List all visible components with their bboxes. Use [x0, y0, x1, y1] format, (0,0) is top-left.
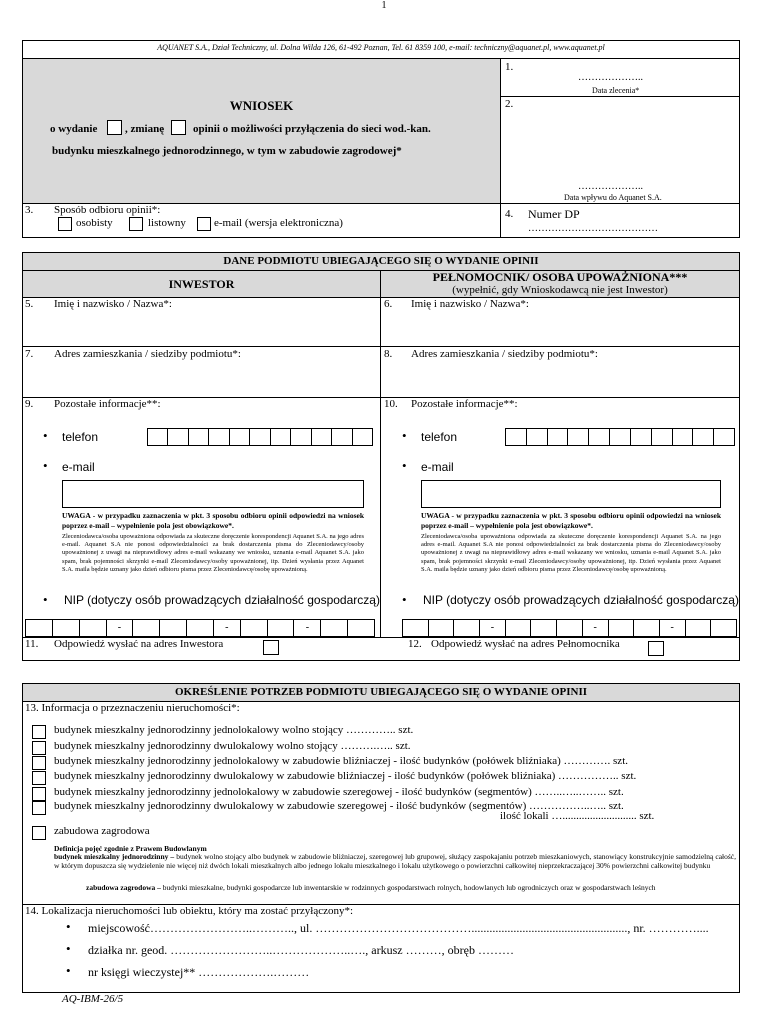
farm-building-label: zabudowa zagrodowa	[54, 825, 150, 837]
date-order-label: Data zlecenia*	[592, 86, 640, 95]
delivery-email-label: e-mail (wersja elektroniczna)	[214, 217, 343, 229]
field-1-number: 1.	[505, 61, 514, 73]
proxy-name-label: Imię i nazwisko / Nazwa*:	[411, 298, 529, 310]
title-line1-c: opinii o możliwości przyłączenia do sieci wod.-kan.	[193, 123, 431, 135]
property-type-item: budynek mieszkalny jednorodzinny jednolokalowy wolno stojący ………….. szt.	[54, 724, 414, 736]
send-to-proxy-checkbox[interactable]	[648, 641, 664, 656]
proxy-nip-input[interactable]	[402, 619, 737, 637]
investor-nip-input[interactable]	[25, 619, 375, 637]
title-line1-b: , zmianę	[125, 123, 165, 135]
proxy-email-label: e-mail	[421, 460, 454, 474]
property-type-item: budynek mieszkalny jednorodzinny dwulokalowy w zabudowie szeregowej - ilość budynków (segmentów) ……………..….. szt.	[54, 800, 624, 812]
investor-name-label: Imię i nazwisko / Nazwa*:	[54, 298, 172, 310]
nip-separator: -	[294, 620, 321, 636]
property-type-item: budynek mieszkalny jednorodzinny jednolokalowy w zabudowie bliźniaczej - ilość budynków (połówek bliźniaka) …………. szt.	[54, 755, 628, 767]
proxy-email-input[interactable]	[421, 480, 721, 508]
delivery-email-checkbox[interactable]	[197, 217, 211, 231]
delivery-mail-label: listowny	[148, 217, 186, 229]
date-order-value[interactable]: ………………..	[578, 72, 643, 83]
property-type-item: budynek mieszkalny jednorodzinny dwulokalowy wolno stojący ……….….. szt.	[54, 740, 411, 752]
property-type-checkbox[interactable]	[32, 801, 46, 815]
proxy-header: PEŁNOMOCNIK/ OSOBA UPOWAŻNIONA***	[432, 270, 688, 284]
property-type-item: budynek mieszkalny jednorodzinny dwulokalowy w zabudowie bliźniaczej - ilość budynków (połówek bliźniaka) …………….. szt.	[54, 770, 637, 782]
property-type-checkbox[interactable]	[32, 756, 46, 770]
field-7-number: 7.	[25, 348, 34, 360]
property-type-checkbox[interactable]	[32, 725, 46, 739]
proxy-phone-input[interactable]	[505, 428, 735, 446]
bullet-icon: •	[66, 919, 71, 934]
field-12-number: 12.	[408, 638, 422, 650]
bullet-icon: •	[66, 963, 71, 978]
delivery-personal-checkbox[interactable]	[58, 217, 72, 231]
property-type-checkbox[interactable]	[32, 741, 46, 755]
delivery-personal-label: osobisty	[76, 217, 113, 229]
investor-phone-label: telefon	[62, 430, 99, 444]
property-type-item: budynek mieszkalny jednorodzinny jednolokalowy w zabudowie szeregowej - ilość budynków (segmentów) ……..…..…….. szt.	[54, 786, 624, 798]
proxy-other-label: Pozostałe informacje**:	[411, 398, 518, 410]
send-to-proxy-label: Odpowiedź wysłać na adres Pełnomocnika	[431, 638, 620, 650]
date-received-value[interactable]: ………………..	[578, 181, 643, 192]
property-type-checkbox[interactable]	[32, 787, 46, 801]
investor-nip-label: NIP (dotyczy osób prowadzących działalność gospodarczą)	[64, 593, 380, 607]
dp-number-label: Numer DP	[528, 207, 580, 221]
field-2-number: 2.	[505, 98, 514, 110]
property-type-checkbox[interactable]	[32, 771, 46, 785]
page-number: 1	[381, 0, 387, 11]
applicant-section-title: DANE PODMIOTU UBIEGAJĄCEGO SIĘ O WYDANIE OPINII	[23, 253, 739, 270]
definitions-title: Definicja pojęć zgodnie z Prawem Budowlanym	[54, 844, 207, 853]
field-6-number: 6.	[384, 298, 393, 310]
proxy-address-label: Adres zamieszkania / siedziby podmiotu*:	[411, 348, 598, 360]
definition-1	[54, 853, 736, 871]
send-to-investor-checkbox[interactable]	[263, 640, 279, 655]
dp-number-value[interactable]: …………………………………	[528, 223, 658, 234]
delivery-mail-checkbox[interactable]	[129, 217, 143, 231]
field-4-number: 4.	[505, 208, 514, 220]
send-to-investor-label: Odpowiedź wysłać na adres Inwestora	[54, 638, 224, 650]
definition-2-term: zabudowa zagrodowa –	[86, 883, 161, 892]
field-11-number: 11.	[25, 638, 39, 650]
investor-email-warning: UWAGA - w przypadku zaznaczenia w pkt. 3 sposobu odbioru opinii odpowiedzi na wniosek poprzez e-mail – wypełnienie pola jest obowiązkowe*.	[62, 511, 364, 530]
nip-separator: -	[214, 620, 241, 636]
investor-email-notice: Zleceniodawca/osoba upoważniona odpowiada za skuteczne doręczenie korespondencji Aquanet S.A. na jego adres e-mail. Aquanet S.A nie ponosi odpowiedzialności za brak dostarczenia pisma do Zleceniodawcy/osoby upoważnionej z uwagi na nieprawidłowy adres e-mail wskazany we wniosku, uznania e-mail Aquanet S.A. jako spam, brak pojemności skrzynki e-mail Zleceniodawcy/osoby upoważnionej, itp. Dzień wysłania przez Aquanet S.A. maila będzie uznany jako dzień odbioru pisma przez Zleceniodawcę/osobę upoważnioną.	[62, 533, 364, 573]
definition-2	[86, 884, 736, 893]
definition-1-term: budynek mieszkalny jednorodzinny –	[54, 852, 175, 861]
bullet-icon: •	[66, 941, 71, 956]
field-3-number: 3.	[25, 204, 34, 216]
nip-separator: -	[107, 620, 134, 636]
proxy-email-warning: UWAGA - w przypadku zaznaczenia w pkt. 3 sposobu odbioru opinii odpowiedzi na wniosek poprzez e-mail – wypełnienie pola jest obowiązkowe*.	[421, 511, 721, 530]
location-land-register-field[interactable]: nr księgi wieczystej** ……………….………	[88, 965, 310, 979]
investor-address-label: Adres zamieszkania / siedziby podmiotu*:	[54, 348, 241, 360]
location-label: 14. Lokalizacja nieruchomości lub obiektu, który ma zostać przyłączony*:	[25, 905, 354, 917]
title-line2: budynku mieszkalnego jednorodzinnego, w tym w zabudowie zagrodowej*	[52, 145, 402, 157]
units-count-field[interactable]: ilość lokali …........................... szt.	[500, 810, 655, 822]
form-title: WNIOSEK	[229, 98, 294, 113]
property-purpose-label: 13. Informacja o przeznaczeniu nieruchomości*:	[25, 702, 240, 714]
proxy-nip-label: NIP (dotyczy osób prowadzących działalność gospodarczą)	[423, 593, 739, 607]
farm-building-checkbox[interactable]	[32, 826, 46, 840]
definition-2-text: budynki mieszkalne, budynki gospodarcze lub inwentarskie w rodzinnych gospodarstwach rolnych, hodowlanych lub ogrodniczych oraz w gospodarstwach leśnych	[160, 883, 656, 892]
proxy-phone-label: telefon	[421, 430, 458, 444]
investor-other-label: Pozostałe informacje**:	[54, 398, 161, 410]
bullet-icon: •	[43, 458, 48, 473]
form-code: AQ-IBM-26/5	[62, 993, 124, 1005]
request-change-checkbox[interactable]	[171, 120, 186, 135]
nip-separator: -	[583, 620, 609, 636]
nip-separator: -	[480, 620, 506, 636]
field-10-number: 10.	[384, 398, 398, 410]
date-received-label: Data wpływu do Aquanet S.A.	[564, 193, 662, 202]
request-issue-checkbox[interactable]	[107, 120, 122, 135]
needs-section-title: OKREŚLENIE POTRZEB PODMIOTU UBIEGAJĄCEGO SIĘ O WYDANIE OPINII	[23, 684, 739, 701]
proxy-email-notice: Zleceniodawca/osoba upoważniona odpowiada za skuteczne doręczenie korespondencji Aquanet S.A. na jego adres e-mail. Aquanet S.A nie ponosi odpowiedzialności za brak dostarczenia pisma do Zleceniodawcy/osoby upoważnionej z uwagi na nieprawidłowy adres e-mail wskazany we wniosku, uznania e-mail Aquanet S.A. jako spam, brak pojemności skrzynki e-mail Zleceniodawcy/osoby upoważnionej, itp. Dzień wysłania przez Aquanet S.A. maila będzie uznany jako dzień odbioru pisma przez Zleceniodawcę/osobę upoważnioną.	[421, 533, 721, 573]
definition-1-text: budynek wolno stojący albo budynek w zabudowie bliźniaczej, szeregowej lub grupowej, służący zaspokajaniu potrzeb mieszkaniowych, stanowiący konstrukcyjnie samodzielną całość, w którym dopuszcza się wydzielenie nie więcej niż dwóch lokali mieszkalnych albo jednego lokalu mieszkalnego i lokalu użytkowego o powierzchni całkowitej nieprzekraczającej 30% powierzchni całkowitej budynku	[54, 852, 736, 870]
location-plot-field[interactable]: działka nr. geod. ……………………..………………..…., arkusz ………, obręb ………	[88, 943, 514, 957]
bullet-icon: •	[402, 592, 407, 607]
location-city-field[interactable]: miejscowość……………………..……….., ul. …………………………………...................................................., nr. …………....	[88, 921, 709, 935]
bullet-icon: •	[402, 458, 407, 473]
bullet-icon: •	[43, 592, 48, 607]
nip-separator: -	[660, 620, 686, 636]
investor-phone-input[interactable]	[147, 428, 373, 446]
bullet-icon: •	[402, 428, 407, 443]
field-8-number: 8.	[384, 348, 393, 360]
delivery-label: Sposób odbioru opinii*:	[54, 204, 161, 216]
field-5-number: 5.	[25, 298, 34, 310]
field-9-number: 9.	[25, 398, 34, 410]
investor-email-label: e-mail	[62, 460, 95, 474]
proxy-subheader: (wypełnić, gdy Wnioskodawcą nie jest Inwestor)	[452, 284, 668, 296]
title-line1-a: o wydanie	[50, 123, 98, 135]
company-header: AQUANET S.A., Dział Techniczny, ul. Dolna Wilda 126, 61-492 Poznan, Tel. 61 8359 100, e-mail: techniczny@aquanet.pl, www.aquanet.pl	[157, 43, 605, 52]
investor-email-input[interactable]	[62, 480, 364, 508]
investor-header: INWESTOR	[168, 277, 235, 291]
bullet-icon: •	[43, 428, 48, 443]
